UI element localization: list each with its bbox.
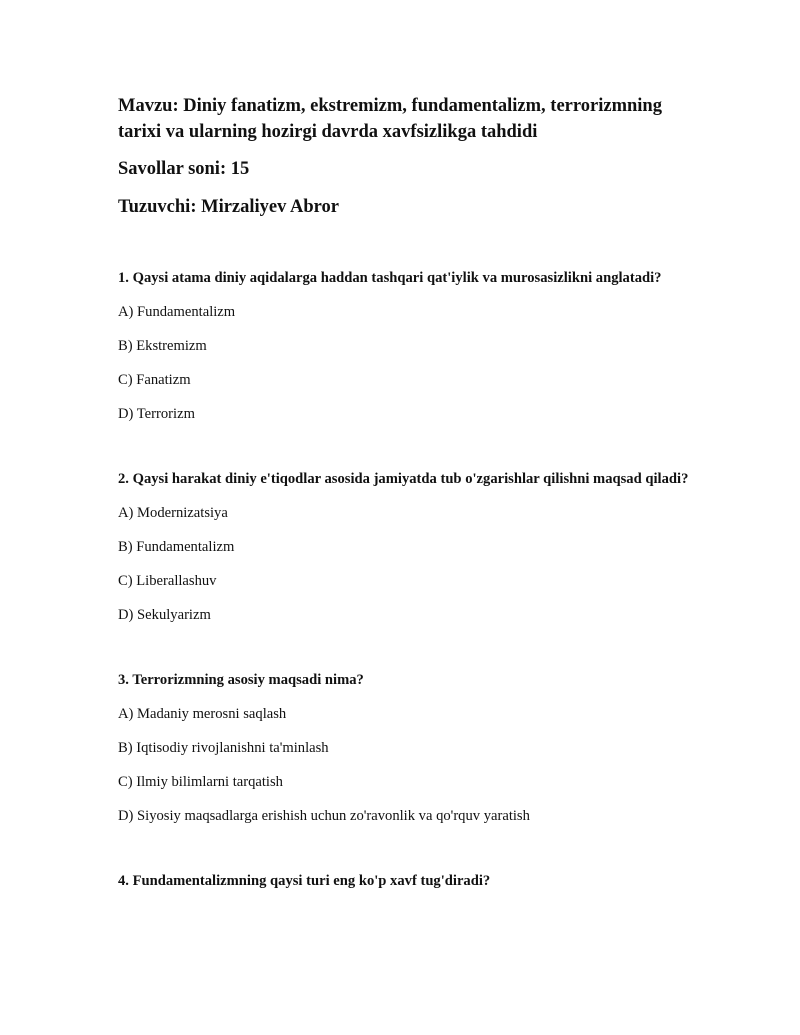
answer-option: C) Ilmiy bilimlarni tarqatish <box>118 774 283 790</box>
question-text: 4. Fundamentalizmning qaysi turi eng ko'p xavf tug'diradi? <box>118 873 491 889</box>
question-text: 2. Qaysi harakat diniy e'tiqodlar asosida jamiyatda tub o'zgarishlar qilishni maqsad qiladi? <box>118 471 689 487</box>
question-1 <box>118 267 698 425</box>
answer-option: A) Modernizatsiya <box>118 505 228 521</box>
document-title: Mavzu: Diniy fanatizm, ekstremizm, fundamentalizm, terrorizmning tarixi va ularning hozirgi davrda xavfsizlikga tahdidi <box>118 96 662 142</box>
question-text: 1. Qaysi atama diniy aqidalarga haddan tashqari qat'iylik va murosasizlikni anglatadi? <box>118 270 662 286</box>
answer-option: B) Fundamentalizm <box>118 539 235 555</box>
answer-option: B) Iqtisodiy rivojlanishni ta'minlash <box>118 740 329 756</box>
answer-options <box>118 301 698 425</box>
answer-option: D) Siyosiy maqsadlarga erishish uchun zo'ravonlik va qo'rquv yaratish <box>118 808 530 824</box>
question-2 <box>118 468 698 626</box>
question-3 <box>118 669 698 827</box>
answer-option: A) Madaniy merosni saqlash <box>118 706 287 722</box>
question-count: Savollar soni: 15 <box>118 159 250 179</box>
answer-options <box>118 502 698 626</box>
document-page <box>118 93 698 892</box>
answer-option: A) Fundamentalizm <box>118 304 236 320</box>
answer-option: C) Liberallashuv <box>118 573 217 589</box>
answer-option: D) Sekulyarizm <box>118 607 211 623</box>
question-text: 3. Terrorizmning asosiy maqsadi nima? <box>118 672 364 688</box>
answer-options <box>118 703 698 827</box>
author-line: Tuzuvchi: Mirzaliyev Abror <box>118 197 339 217</box>
question-4 <box>118 870 698 892</box>
answer-option: D) Terrorizm <box>118 406 195 422</box>
answer-option: C) Fanatizm <box>118 372 191 388</box>
answer-option: B) Ekstremizm <box>118 338 207 354</box>
